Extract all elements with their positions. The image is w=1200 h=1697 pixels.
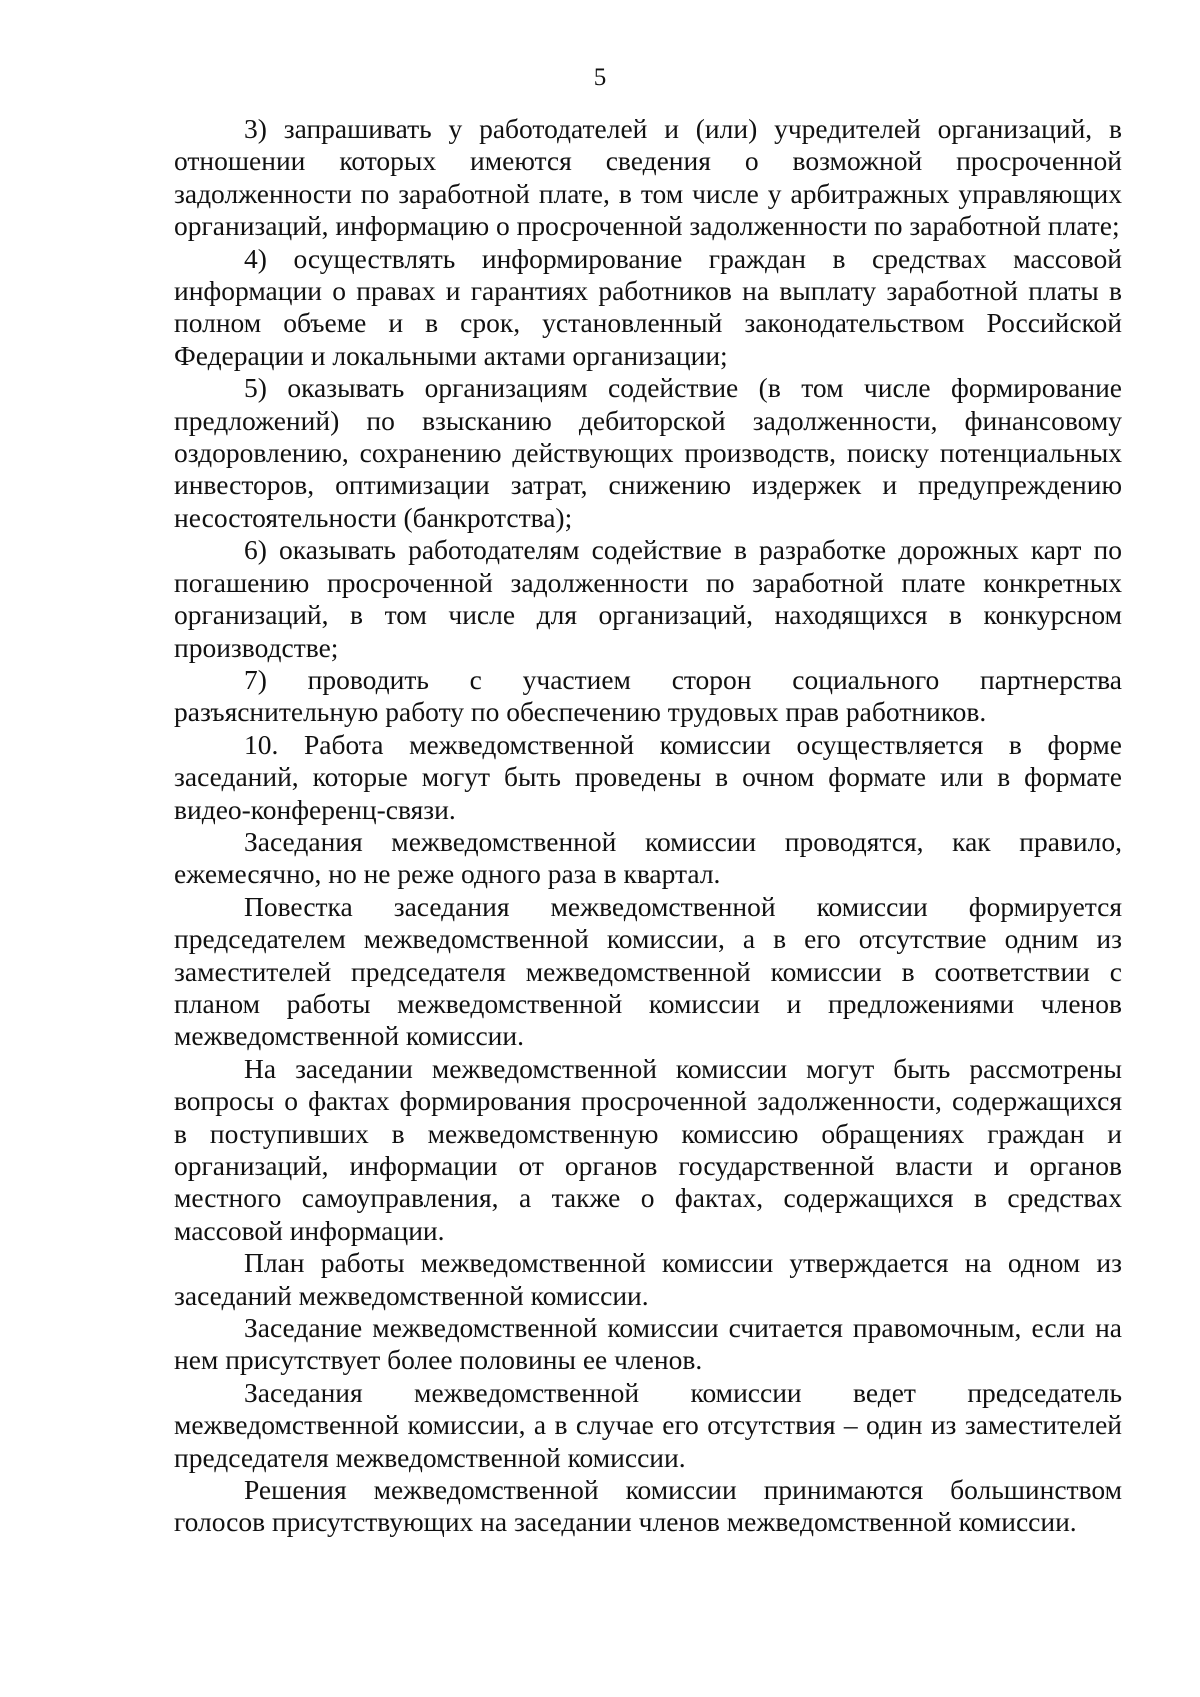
page-number: 5 (593, 64, 607, 91)
paragraph-item-3: 3) запрашивать у работодателей и (или) учредителей организаций, в отношении которых имеются сведения о возможной просроченной задолженности по заработной плате, в том числе у арбитражных управляющих организаций, информацию о просроченной задолженности по заработной плате; (174, 113, 1122, 242)
paragraph-agenda: Повестка заседания межведомственной комиссии формируется председателем межведомственной комиссии, а в его отсутствие одним из заместителей председателя межведомственной комиссии в соответствии с планом работы межведомственной комиссии и предложениями членов межведомственной комиссии. (174, 890, 1122, 1052)
paragraph-item-4: 4) осуществлять информирование граждан в средствах массовой информации о правах и гарантиях работников на выплату заработной платы в полном объеме и в срок, установленный законодательством Российской Федерации и локальными актами организации; (174, 242, 1122, 371)
paragraph-meeting-frequency: Заседания межведомственной комиссии проводятся, как правило, ежемесячно, но не реже одного раза в квартал. (174, 825, 1122, 890)
paragraph-meeting-questions: На заседании межведомственной комиссии могут быть рассмотрены вопросы о фактах формирования просроченной задолженности, содержащихся в поступивших в межведомственную комиссию обращениях граждан и организаций, информации от органов государственной власти и органов местного самоуправления, а также о фактах, содержащихся в средствах массовой информации. (174, 1052, 1122, 1246)
paragraph-item-7: 7) проводить с участием сторон социального партнерства разъяснительную работу по обеспечению трудовых прав работников. (174, 663, 1122, 728)
paragraph-decisions: Решения межведомственной комиссии принимаются большинством голосов присутствующих на заседании членов межведомственной комиссии. (174, 1474, 1122, 1538)
paragraph-chairing: Заседания межведомственной комиссии ведет председатель межведомственной комиссии, а в случае его отсутствия – один из заместителей председателя межведомственной комиссии. (174, 1376, 1122, 1473)
paragraph-quorum: Заседание межведомственной комиссии считается правомочным, если на нем присутствует более половины ее членов. (174, 1312, 1122, 1376)
paragraph-item-5: 5) оказывать организациям содействие (в том числе формирование предложений) по взысканию дебиторской задолженности, финансовому оздоровлению, сохранению действующих производств, поиску потенциальных инвесторов, оптимизации затрат, снижению издержек и предупреждению несостоятельности (банкротства); (174, 372, 1122, 533)
document-body (174, 113, 1122, 1539)
paragraph-section-10: 10. Работа межведомственной комиссии осуществляется в форме заседаний, которые могут быть проведены в очном формате или в формате видео-конференц-связи. (174, 728, 1122, 825)
paragraph-work-plan: План работы межведомственной комиссии утверждается на одном из заседаний межведомственной комиссии. (174, 1247, 1122, 1311)
paragraph-item-6: 6) оказывать работодателям содействие в разработке дорожных карт по погашению просроченной задолженности по заработной плате конкретных организаций, в том числе для организаций, находящихся в конкурсном производстве; (174, 534, 1122, 663)
